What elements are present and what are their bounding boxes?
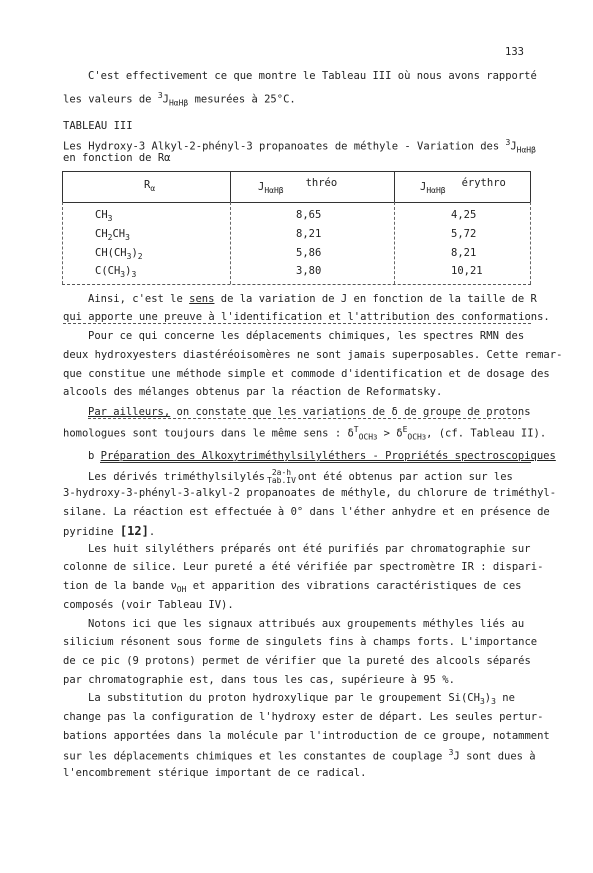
para7-text-b: ) <box>484 692 492 704</box>
table-caption-j: J <box>510 140 517 153</box>
row-2-threo: 8,21 <box>296 228 322 240</box>
para5-line-3 <box>63 581 521 594</box>
table-col-divider-body-2 <box>394 202 395 284</box>
citation-12: [12] <box>119 524 149 538</box>
table-header-erythro <box>420 177 506 196</box>
page-number: 133 <box>505 46 524 58</box>
row-1-erythro: 4,25 <box>451 209 477 221</box>
para7-line-4 <box>63 749 536 762</box>
section-b-title: Préparation des Alkoxytriméthylsilyléthers - Propriétés spectroscopiques <box>100 450 556 462</box>
row-2-erythro: 5,72 <box>451 228 477 240</box>
intro-text-b: mesurées à 25°C. <box>188 93 296 106</box>
para4-line-2: 3-hydroxy-3-phényl-3-alkyl-2 propanoates de méthyle, du chlorure de triméthyl- <box>63 487 557 499</box>
para7-line-5: l'encombrement stérique important de ce radical. <box>63 767 367 779</box>
para4-text-a: Les dérivés triméthylsilylés <box>88 471 266 483</box>
row-4-r-tail: ) <box>125 265 132 277</box>
table-header-border <box>62 202 531 203</box>
row-1-r-a: CH <box>95 209 108 221</box>
header-threo-sub: HαHβ <box>264 186 284 196</box>
section-b-rule <box>100 462 531 463</box>
table-left-border-body <box>62 202 63 284</box>
para3-sup-e: E <box>402 425 408 434</box>
row-2-r <box>95 229 130 242</box>
para4-reference <box>267 469 296 485</box>
row-2-r-tail: CH <box>112 228 126 240</box>
para3-end: , (cf. Tableau II). <box>426 427 547 440</box>
row-1-r <box>95 210 112 223</box>
para3-underline <box>88 418 521 419</box>
intro-line-1: C'est effectivement ce que montre le Tableau III où nous avons rapporté <box>88 70 537 82</box>
para7-sub-2: 3 <box>491 697 496 707</box>
table-caption-line-2: en fonction de Rα <box>63 152 171 164</box>
table-top-border <box>62 171 531 172</box>
table-col-divider-1 <box>230 171 231 202</box>
row-1-threo: 8,65 <box>296 209 322 221</box>
para6-line-3: de ce pic (9 protons) permet de vérifier que la pureté des alcools séparés <box>63 655 531 667</box>
table-header-r <box>144 180 155 193</box>
row-4-erythro: 10,21 <box>451 265 483 277</box>
table-caption-sup: 3 <box>505 138 511 147</box>
para2-line-2: deux hydroxyesters diastéréoisomères ne sont jamais superposables. Cette remar- <box>63 349 563 361</box>
para1-underlined: sens <box>189 293 215 305</box>
header-threo-label: thréo <box>305 177 338 189</box>
para3-sup-t: T <box>353 425 359 434</box>
para1-line-1 <box>88 294 537 305</box>
para7-line-1 <box>88 693 515 706</box>
row-2-r-a: CH <box>95 228 108 240</box>
para4-line-3: silane. La réaction est effectuée à 0° dans l'éther anhydre et en présence de <box>63 506 550 518</box>
para1-line-2: qui apporte une preuve à l'identification et l'attribution des conformations. <box>63 311 550 323</box>
para5-text-a: tion de la bande ν <box>63 580 177 592</box>
para6-line-2: silicium résonent sous forme de singulets fins à champs forts. L'importance <box>63 636 538 648</box>
para5-line-1: Les huit silyléthers préparés ont été purifiés par chromatographie sur <box>88 543 531 555</box>
para7-line-2: change pas la configuration de l'hydroxy ester de départ. Les seules pertur- <box>63 711 544 723</box>
table-right-border-header <box>530 171 531 202</box>
para3-line-1 <box>88 407 531 418</box>
para3-underlined: Par ailleurs, <box>88 406 171 418</box>
para2-line-1: Pour ce qui concerne les déplacements chimiques, les spectres RMN des <box>88 330 525 342</box>
table-caption-text: Les Hydroxy-3 Alkyl-2-phényl-3 propanoates de méthyle - Variation des <box>63 140 506 153</box>
para7-sup: 3 <box>448 748 454 757</box>
row-3-erythro: 8,21 <box>451 247 477 259</box>
para5-sub-oh: OH <box>176 585 187 595</box>
row-3-r-sub2: 2 <box>137 252 143 262</box>
table-label: TABLEAU III <box>63 120 133 132</box>
para6-line-1: Notons ici que les signaux attribués aux groupements méthyles liés au <box>88 618 525 630</box>
para3-mid: > δ <box>377 427 403 440</box>
header-threo-j: J <box>258 181 265 193</box>
intro-subscript: HαHβ <box>168 98 189 108</box>
section-b-prefix: b <box>88 450 101 462</box>
para4-period: . <box>148 526 156 538</box>
table-header-threo <box>258 177 338 196</box>
para2-line-4: alcools des mélanges obtenus par la réaction de Reformatsky. <box>63 386 443 398</box>
row-2-r-sub2: 3 <box>125 233 130 243</box>
header-erythro-label: érythro <box>461 177 506 189</box>
row-2-r-sub: 2 <box>107 233 113 243</box>
para3-text-a: homologues sont toujours dans le même sens : δ <box>63 427 354 440</box>
intro-j: J <box>162 93 169 106</box>
para4-line-4 <box>63 525 155 538</box>
para7-text-c: ne <box>495 692 515 704</box>
para3-sub-3-2: 3 <box>421 433 427 442</box>
para7-line-3: bations apportées dans la molécule par l'introduction de ce groupe, notamment <box>63 730 550 742</box>
row-3-r-tail: ) <box>131 247 138 259</box>
row-1-r-sub: 3 <box>107 214 113 224</box>
table-col-divider-2 <box>394 171 395 202</box>
para2-line-3: que constitue une méthode simple et commode d'identification et de dosage des <box>63 368 550 380</box>
para3-sub-och-2: OCH <box>407 432 422 442</box>
para3-sub-3: 3 <box>373 433 378 442</box>
para1-text-b: de la variation de J en fonction de la taille de R <box>214 293 537 305</box>
header-r-sub: α <box>150 184 156 194</box>
row-3-r-sub: 3 <box>126 252 132 262</box>
row-4-r <box>95 266 136 279</box>
para6-line-4: par chromatographie est, dans tous les cas, supérieure à 95 %. <box>63 674 455 686</box>
para4-text-a2: pyridine <box>63 526 120 538</box>
para4-ref-bottom: Tab.IV <box>267 476 296 485</box>
intro-line-2 <box>63 92 296 108</box>
para7-sub-1: 3 <box>479 697 485 707</box>
para5-line-4: composés (voir Tableau IV). <box>63 599 234 611</box>
header-r-main: R <box>144 179 151 191</box>
para7-text-a: La substitution du proton hydroxylique par le groupement Si(CH <box>88 692 480 704</box>
row-4-threo: 3,80 <box>296 265 322 277</box>
para1-underline <box>63 323 531 324</box>
para3-sub-och: OCH <box>358 432 374 442</box>
row-3-r-a: CH(CH <box>95 247 127 259</box>
para1-text-a: Ainsi, c'est le <box>88 293 190 305</box>
para3-text: on constate que les variations de δ de groupe de protons <box>170 406 531 418</box>
table-left-border-header <box>62 171 63 202</box>
intro-text-a: les valeurs de <box>63 93 158 106</box>
intro-superscript: 3 <box>157 91 163 100</box>
row-3-r <box>95 248 143 261</box>
table-bottom-border <box>62 284 531 285</box>
para4-ref-top: 2a-h <box>271 468 292 477</box>
header-erythro-sub: HαHβ <box>426 186 446 196</box>
para5-text-b: et apparition des vibrations caractéristiques de ces <box>186 580 522 592</box>
para5-line-2: colonne de silice. Leur pureté a été vérifiée par spectromètre IR : dispari- <box>63 561 544 573</box>
row-3-threo: 5,86 <box>296 247 322 259</box>
para4-text-b: ont été obtenus par action sur les <box>297 471 513 483</box>
row-4-r-a: C(CH <box>95 265 121 277</box>
para3-line-2 <box>63 426 546 442</box>
row-4-r-sub2: 3 <box>131 270 137 280</box>
para7-text-b2: J sont dues à <box>453 750 536 763</box>
section-b-heading <box>88 451 556 462</box>
row-4-r-sub: 3 <box>120 270 126 280</box>
header-erythro-j: J <box>420 181 427 193</box>
table-right-border-body <box>530 202 531 284</box>
para7-text-a2: sur les déplacements chimiques et les constantes de couplage <box>63 750 449 763</box>
table-caption-sub: HαHβ <box>516 145 536 155</box>
table-col-divider-body-1 <box>230 202 231 284</box>
para4-line-1 <box>88 469 513 485</box>
